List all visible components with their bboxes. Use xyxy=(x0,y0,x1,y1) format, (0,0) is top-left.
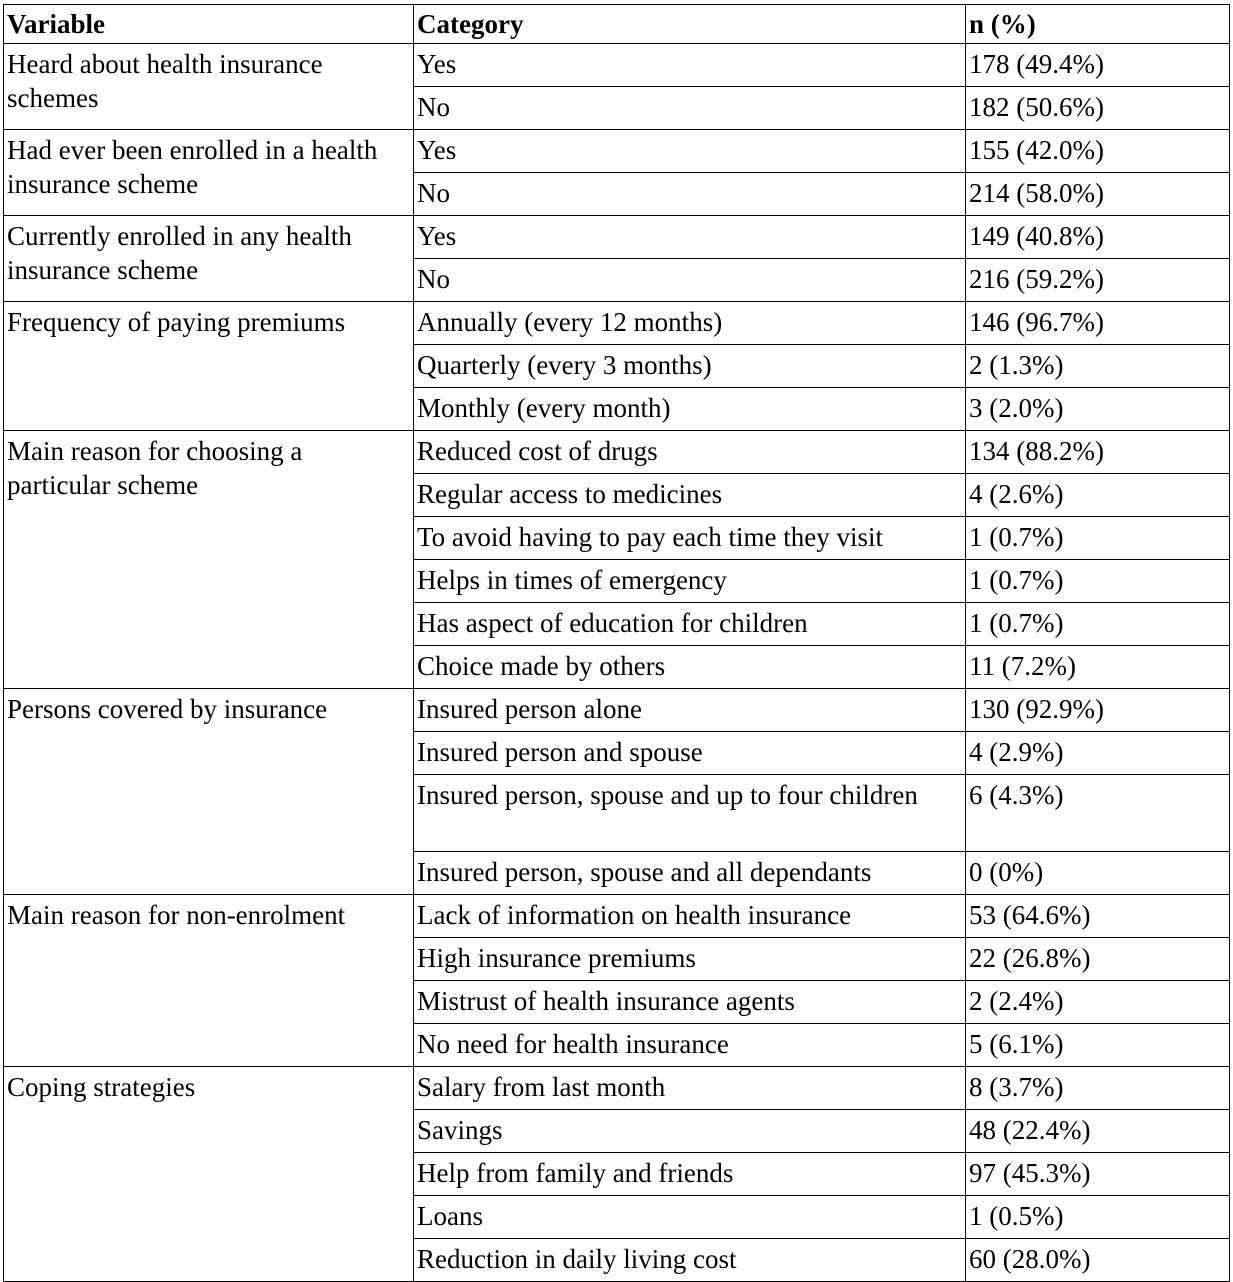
category-cell: Savings xyxy=(414,1110,966,1153)
header-variable: Variable xyxy=(4,5,414,44)
category-cell: Regular access to medicines xyxy=(414,474,966,517)
count-percent-cell: 134 (88.2%) xyxy=(966,431,1230,474)
table-row xyxy=(4,216,1230,259)
category-cell: No need for health insurance xyxy=(414,1024,966,1067)
variable-cell: Main reason for non-enrolment xyxy=(4,895,414,1067)
category-cell: Monthly (every month) xyxy=(414,388,966,431)
category-cell: Reduction in daily living cost xyxy=(414,1239,966,1282)
count-percent-cell: 53 (64.6%) xyxy=(966,895,1230,938)
count-percent-cell: 214 (58.0%) xyxy=(966,173,1230,216)
category-cell: Yes xyxy=(414,130,966,173)
category-cell: High insurance premiums xyxy=(414,938,966,981)
count-percent-cell: 5 (6.1%) xyxy=(966,1024,1230,1067)
header-n-percent: n (%) xyxy=(966,5,1230,44)
count-percent-cell: 3 (2.0%) xyxy=(966,388,1230,431)
category-cell: Reduced cost of drugs xyxy=(414,431,966,474)
table-body xyxy=(4,44,1230,1282)
count-percent-cell: 1 (0.7%) xyxy=(966,517,1230,560)
category-cell: Has aspect of education for children xyxy=(414,603,966,646)
count-percent-cell: 1 (0.7%) xyxy=(966,560,1230,603)
category-cell: To avoid having to pay each time they visit xyxy=(414,517,966,560)
count-percent-cell: 4 (2.6%) xyxy=(966,474,1230,517)
count-percent-cell: 2 (1.3%) xyxy=(966,345,1230,388)
count-percent-cell: 149 (40.8%) xyxy=(966,216,1230,259)
count-percent-cell: 22 (26.8%) xyxy=(966,938,1230,981)
category-cell: Annually (every 12 months) xyxy=(414,302,966,345)
category-cell: Insured person, spouse and all dependants xyxy=(414,852,966,895)
variable-cell: Frequency of paying premiums xyxy=(4,302,414,431)
count-percent-cell: 6 (4.3%) xyxy=(966,775,1230,852)
count-percent-cell: 48 (22.4%) xyxy=(966,1110,1230,1153)
category-cell: Yes xyxy=(414,44,966,87)
count-percent-cell: 0 (0%) xyxy=(966,852,1230,895)
count-percent-cell: 155 (42.0%) xyxy=(966,130,1230,173)
category-cell: Insured person alone xyxy=(414,689,966,732)
category-cell: Yes xyxy=(414,216,966,259)
category-cell: Insured person, spouse and up to four children xyxy=(414,775,966,852)
category-cell: No xyxy=(414,173,966,216)
table-row xyxy=(4,895,1230,938)
count-percent-cell: 60 (28.0%) xyxy=(966,1239,1230,1282)
count-percent-cell: 4 (2.9%) xyxy=(966,732,1230,775)
count-percent-cell: 97 (45.3%) xyxy=(966,1153,1230,1196)
table-row xyxy=(4,689,1230,732)
category-cell: No xyxy=(414,87,966,130)
category-cell: Lack of information on health insurance xyxy=(414,895,966,938)
table-row xyxy=(4,302,1230,345)
category-cell: Quarterly (every 3 months) xyxy=(414,345,966,388)
variable-cell: Main reason for choosing a particular scheme xyxy=(4,431,414,689)
count-percent-cell: 216 (59.2%) xyxy=(966,259,1230,302)
count-percent-cell: 1 (0.7%) xyxy=(966,603,1230,646)
category-cell: Choice made by others xyxy=(414,646,966,689)
table-row xyxy=(4,431,1230,474)
category-cell: Mistrust of health insurance agents xyxy=(414,981,966,1024)
results-table xyxy=(3,4,1230,1282)
variable-cell: Coping strategies xyxy=(4,1067,414,1282)
header-row xyxy=(4,5,1230,44)
variable-cell: Currently enrolled in any health insurance scheme xyxy=(4,216,414,302)
header-category: Category xyxy=(414,5,966,44)
table-row xyxy=(4,1067,1230,1110)
table-row xyxy=(4,130,1230,173)
variable-cell: Had ever been enrolled in a health insurance scheme xyxy=(4,130,414,216)
results-table-container xyxy=(3,4,1230,1282)
table-header xyxy=(4,5,1230,44)
variable-cell: Persons covered by insurance xyxy=(4,689,414,895)
category-cell: Helps in times of emergency xyxy=(414,560,966,603)
count-percent-cell: 11 (7.2%) xyxy=(966,646,1230,689)
count-percent-cell: 178 (49.4%) xyxy=(966,44,1230,87)
category-cell: Salary from last month xyxy=(414,1067,966,1110)
count-percent-cell: 8 (3.7%) xyxy=(966,1067,1230,1110)
table-row xyxy=(4,44,1230,87)
category-cell: Help from family and friends xyxy=(414,1153,966,1196)
count-percent-cell: 1 (0.5%) xyxy=(966,1196,1230,1239)
count-percent-cell: 2 (2.4%) xyxy=(966,981,1230,1024)
count-percent-cell: 130 (92.9%) xyxy=(966,689,1230,732)
category-cell: No xyxy=(414,259,966,302)
count-percent-cell: 182 (50.6%) xyxy=(966,87,1230,130)
count-percent-cell: 146 (96.7%) xyxy=(966,302,1230,345)
category-cell: Loans xyxy=(414,1196,966,1239)
variable-cell: Heard about health insurance schemes xyxy=(4,44,414,130)
category-cell: Insured person and spouse xyxy=(414,732,966,775)
